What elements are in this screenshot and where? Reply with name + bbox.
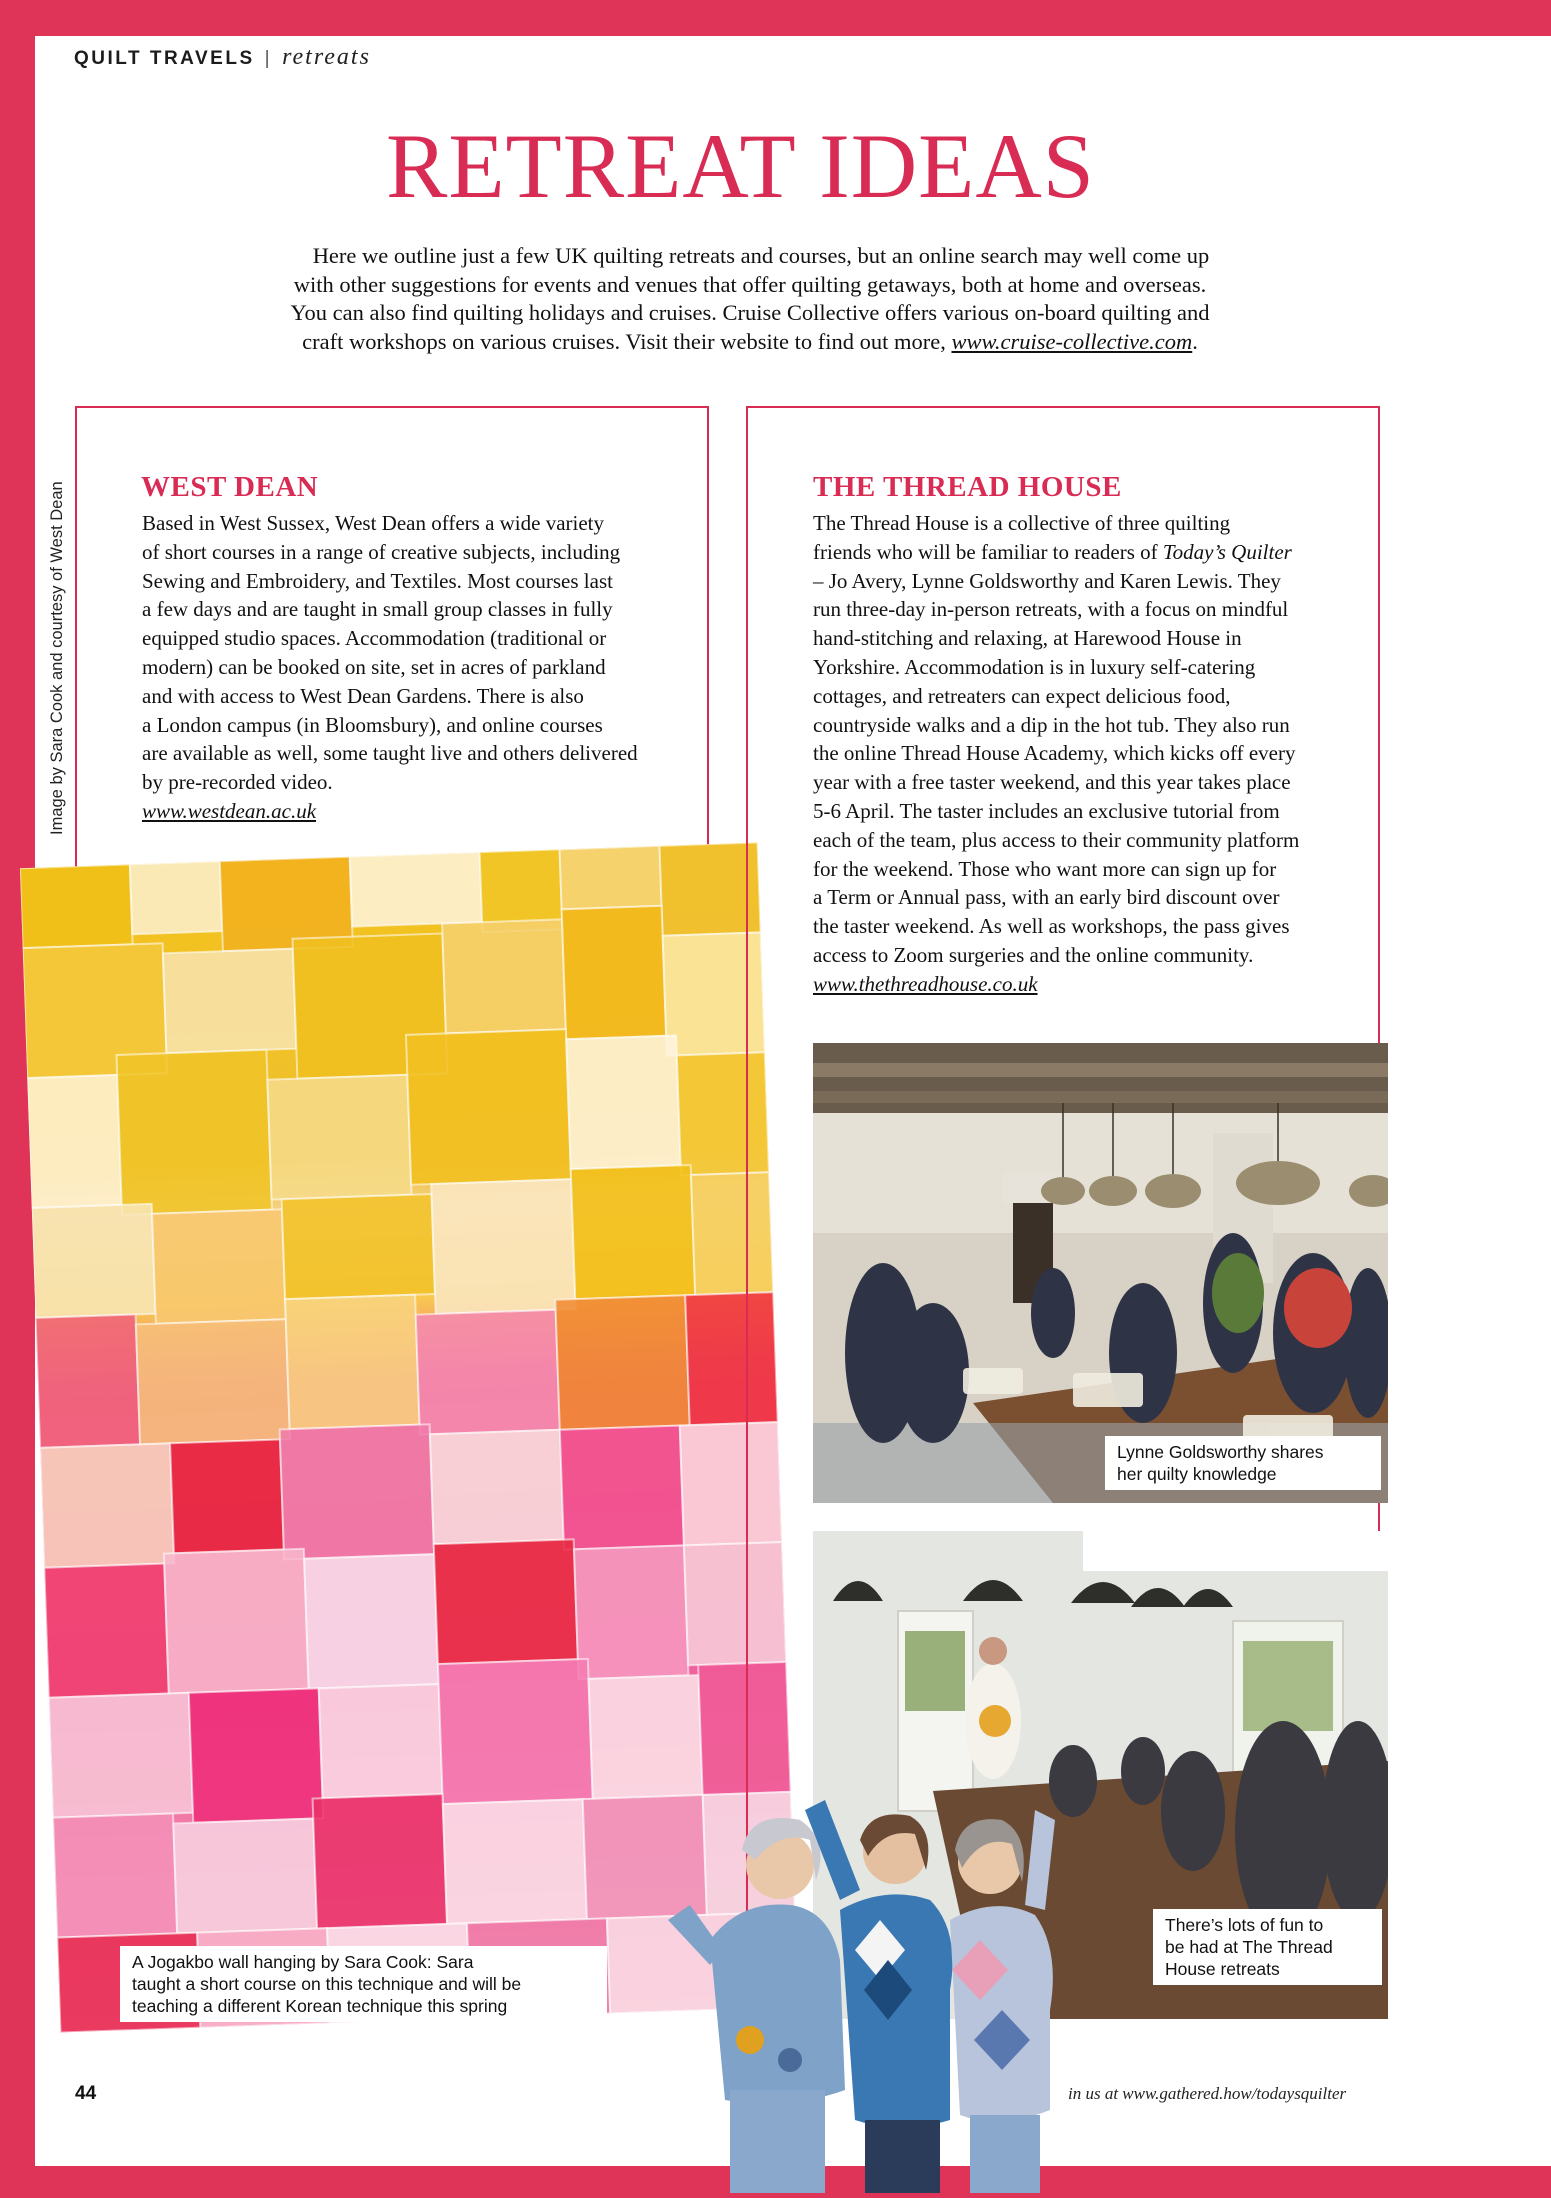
intro-line xyxy=(195,328,1305,357)
intro-line: Here we outline just a few UK quilting retreats and courses, but an online search may well come up xyxy=(312,243,1210,268)
retreat-photo-dining xyxy=(813,1043,1388,1503)
header-separator: | xyxy=(264,48,273,69)
image-credit: Image by Sara Cook and courtesy of West Dean xyxy=(48,481,66,835)
intro-text xyxy=(195,242,1305,356)
body-line: a Term or Annual pass, with an early bird discount over xyxy=(813,885,1280,910)
quilt-caption xyxy=(120,1946,607,2022)
caption-line: A Jogakbo wall hanging by Sara Cook: Sara xyxy=(132,1952,474,1972)
body-line: Based in West Sussex, West Dean offers a wide variety xyxy=(142,511,605,535)
thread-house-body xyxy=(813,509,1413,999)
dining-caption xyxy=(1105,1436,1381,1490)
magazine-name: Today’s Quilter xyxy=(1162,539,1292,564)
body-line: a few days and are taught in small group classes in fully xyxy=(142,597,613,622)
body-line: each of the team, plus access to their community platform xyxy=(813,827,1300,852)
caption-line: teaching a different Korean technique this spring xyxy=(132,1996,508,2016)
body-line: year with a free taster weekend, and this year takes place xyxy=(813,770,1291,795)
dining-scene xyxy=(813,1043,1388,1503)
intro-end: . xyxy=(1192,328,1198,354)
body-line: run three-day in-person retreats, with a focus on mindful xyxy=(813,597,1289,622)
body-line: access to Zoom surgeries and the online community. xyxy=(813,942,1254,967)
footer-url: in us at www.gathered.how/todaysquilter xyxy=(1068,2084,1347,2103)
body-line: are available as well, some taught live and others delivered xyxy=(142,741,638,766)
page-title: RETREAT IDEAS xyxy=(386,115,1095,217)
fun-caption xyxy=(1153,1909,1382,1985)
body-line: The Thread House is a collective of three quilting xyxy=(813,511,1231,535)
body-line: modern) can be booked on site, set in acres of parkland xyxy=(142,654,606,679)
body-line-part: friends who will be familiar to readers of xyxy=(813,539,1163,564)
west-dean-body xyxy=(142,509,742,826)
section-label: QUILT TRAVELS xyxy=(74,48,255,69)
three-quilters-cutout-image xyxy=(630,1790,1110,2193)
body-line: a London campus (in Bloomsbury), and online courses xyxy=(142,712,603,737)
quilters-illustration xyxy=(630,1790,1110,2193)
body-line: – Jo Avery, Lynne Goldsworthy and Karen Lewis. They xyxy=(813,568,1281,593)
body-line: countryside walks and a dip in the hot tub. They also run xyxy=(813,712,1290,737)
section-header xyxy=(74,44,371,71)
body-line: the taster weekend. As well as workshops, the pass gives xyxy=(813,914,1290,939)
woman-left xyxy=(668,1818,845,2193)
caption-line: taught a short course on this technique and will be xyxy=(132,1974,522,1994)
body-line: Yorkshire. Accommodation is in luxury self-catering xyxy=(813,654,1256,679)
body-line: of short courses in a range of creative subjects, including xyxy=(142,539,621,564)
body-line: cottages, and retreaters can expect delicious food, xyxy=(813,683,1231,708)
body-line: for the weekend. Those who want more can sign up for xyxy=(813,856,1277,881)
body-line: by pre-recorded video. xyxy=(142,770,333,795)
intro-line: You can also find quilting holidays and cruises. Cruise Collective offers various on-board quilting and xyxy=(290,300,1210,325)
caption-line: her quilty knowledge xyxy=(1117,1464,1277,1484)
body-line: 5-6 April. The taster includes an exclusive tutorial from xyxy=(813,798,1280,823)
west-dean-title: WEST DEAN xyxy=(141,471,319,503)
caption-line: be had at The Thread xyxy=(1165,1937,1333,1957)
caption-line: There’s lots of fun to xyxy=(1165,1915,1324,1935)
intro-last-text: craft workshops on various cruises. Visit their website to find out more, xyxy=(302,328,952,354)
body-line: and with access to West Dean Gardens. There is also xyxy=(142,683,584,708)
west-dean-link[interactable]: www.westdean.ac.uk xyxy=(142,798,317,823)
cruise-collective-link[interactable]: www.cruise-collective.com xyxy=(951,328,1193,354)
caption-line: House retreats xyxy=(1165,1959,1280,1979)
body-line xyxy=(813,538,1413,567)
subsection-label: retreats xyxy=(282,44,371,70)
thread-house-title: THE THREAD HOUSE xyxy=(813,471,1122,503)
body-line: the online Thread House Academy, which kicks off every xyxy=(813,741,1296,766)
page-number: 44 xyxy=(75,2083,97,2104)
body-line: Sewing and Embroidery, and Textiles. Most courses last xyxy=(142,568,613,593)
caption-line: Lynne Goldsworthy shares xyxy=(1117,1442,1324,1462)
thread-house-link[interactable]: www.thethreadhouse.co.uk xyxy=(813,971,1038,996)
body-line: equipped studio spaces. Accommodation (traditional or xyxy=(142,626,607,651)
body-line: hand-stitching and relaxing, at Harewood House in xyxy=(813,626,1242,651)
intro-line: with other suggestions for events and venues that offer quilting getaways, both at home and overseas. xyxy=(293,271,1207,297)
woman-right xyxy=(950,1810,1055,2193)
